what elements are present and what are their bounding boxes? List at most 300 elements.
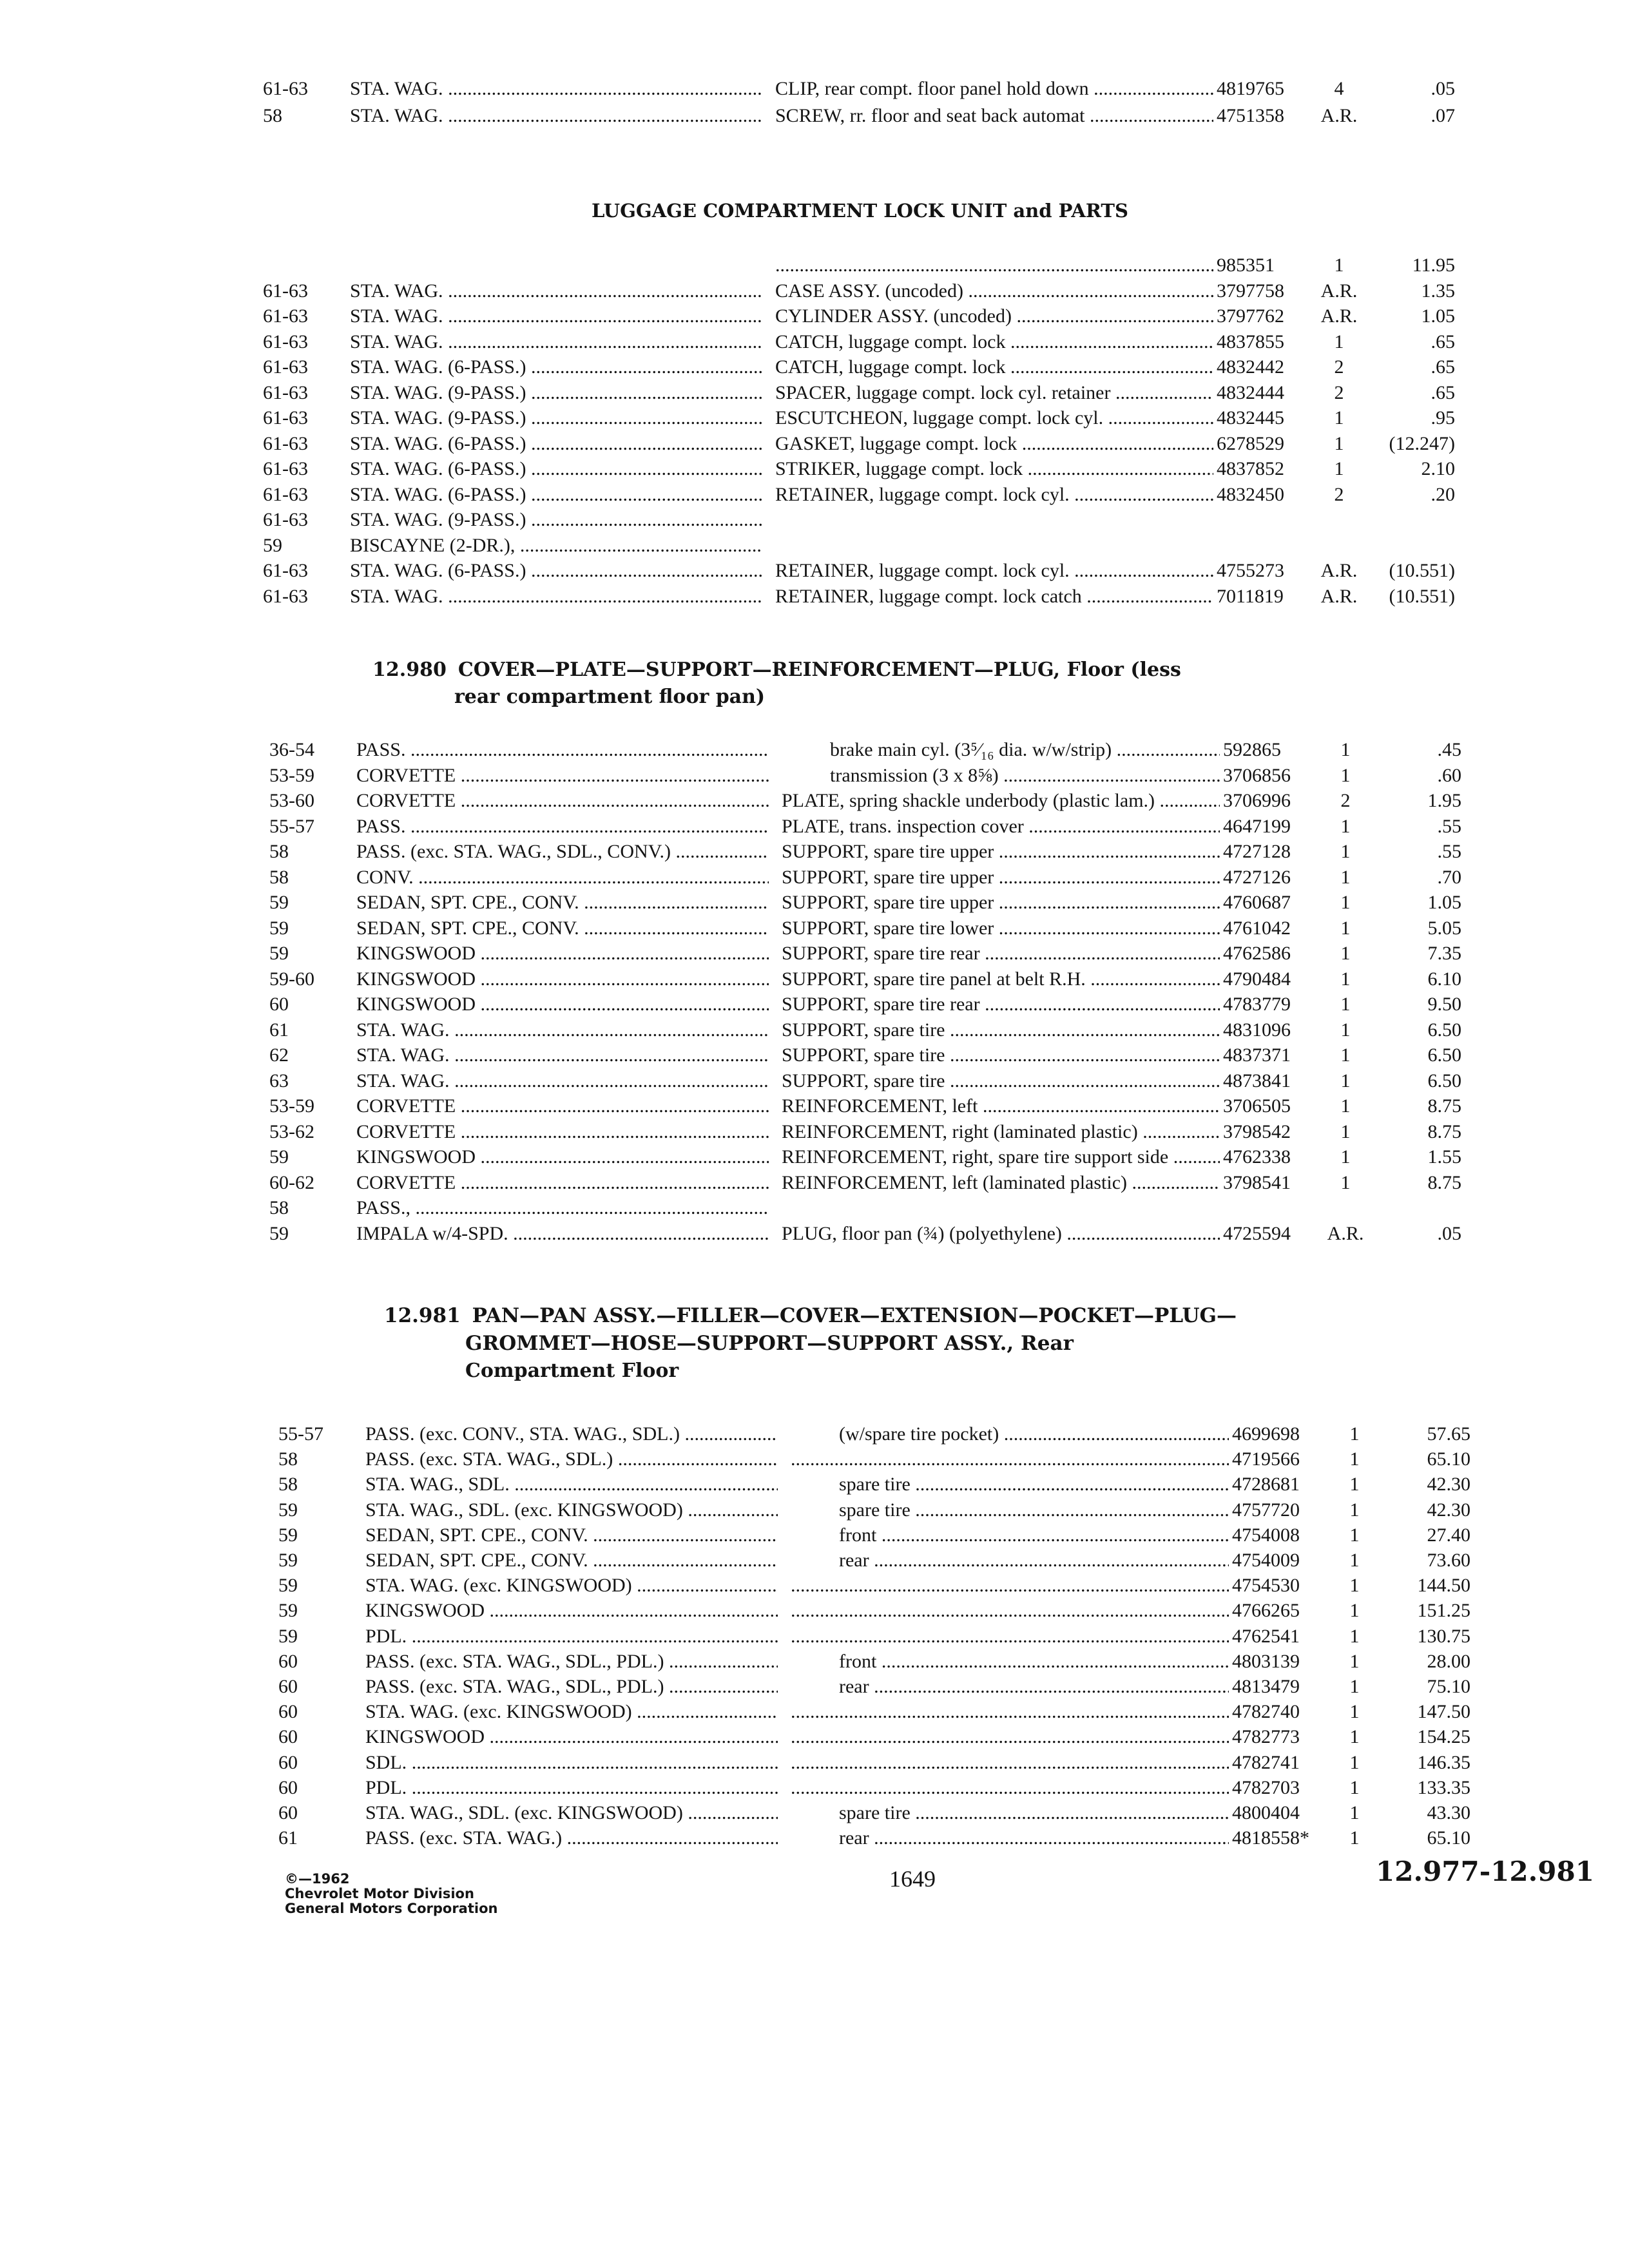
table-row: [263, 278, 1461, 304]
price: 6.50: [1427, 1044, 1461, 1066]
model-name: CORVETTE .....: [356, 788, 769, 814]
price: .07: [1431, 105, 1455, 126]
part-description: CLIP, rear compt. floor panel hold down .....: [775, 76, 1213, 102]
part-number: 4755273: [1217, 560, 1284, 581]
model-name: KINGSWOOD .....: [365, 1724, 778, 1750]
table-row: [263, 103, 1461, 129]
model-years: 61: [269, 1019, 289, 1041]
model-years: 63: [269, 1070, 289, 1091]
model-years: 62: [269, 1044, 289, 1066]
table-row: [263, 558, 1461, 584]
quantity: 1: [1340, 866, 1351, 888]
part-number: 4818558*: [1232, 1827, 1309, 1849]
model-years: 61: [278, 1827, 298, 1849]
quantity: 1: [1340, 968, 1351, 990]
table-row: [269, 1195, 1468, 1221]
model-years: 60: [269, 994, 289, 1015]
model-years: 60: [278, 1776, 298, 1798]
price: 6.50: [1427, 1070, 1461, 1091]
quantity: 1: [1340, 994, 1351, 1015]
model-years: 61-63: [263, 483, 308, 505]
model-years: 58: [263, 105, 282, 126]
part-description: SUPPORT, spare tire .....: [782, 1017, 1220, 1043]
model-name: STA. WAG., SDL. (exc. KINGSWOOD) .....: [365, 1497, 778, 1523]
part-description: SPACER, luggage compt. lock cyl. retainer .....: [775, 380, 1213, 406]
model-years: 59: [269, 943, 289, 964]
table-row: [278, 1497, 1477, 1523]
table-row: [269, 865, 1468, 890]
model-name: STA. WAG. (6-PASS.) .....: [350, 558, 762, 584]
model-name: SDL. .....: [365, 1750, 778, 1776]
table-row: [278, 1750, 1477, 1776]
quantity: 2: [1340, 790, 1351, 811]
table-row: [269, 992, 1468, 1017]
part-description: STRIKER, luggage compt. lock .....: [775, 456, 1213, 482]
table-row: [278, 1421, 1477, 1447]
table-row: [278, 1548, 1477, 1573]
section-12981-number: 12.981: [384, 1304, 461, 1327]
part-description: brake main cyl. (3⁵⁄₁₆ dia. w/w/strip) .....: [782, 737, 1220, 763]
model-name: STA. WAG. .....: [350, 303, 762, 329]
model-years: 58: [278, 1474, 298, 1495]
price: .45: [1437, 739, 1461, 760]
part-number: 4761042: [1223, 917, 1291, 939]
model-name: PDL. .....: [365, 1624, 778, 1649]
quantity: 1: [1334, 255, 1344, 276]
part-description: REINFORCEMENT, right, spare tire support side .....: [782, 1144, 1220, 1170]
part-description: [791, 1573, 1229, 1599]
price: 42.30: [1427, 1474, 1470, 1495]
table-row: [263, 380, 1461, 406]
model-name: STA. WAG. (6-PASS.) .....: [350, 456, 762, 482]
price: 11.95: [1412, 255, 1455, 276]
model-years: 61-63: [263, 407, 308, 428]
section-12981-title-line2: GROMMET—HOSE—SUPPORT—SUPPORT ASSY., Rear: [465, 1332, 1074, 1355]
part-description: PLATE, spring shackle underbody (plastic lam.) .....: [782, 788, 1220, 814]
model-years: 60: [278, 1726, 298, 1748]
model-years: 55-57: [269, 815, 314, 837]
price: 9.50: [1427, 994, 1461, 1015]
section-12980-title-line1: COVER—PLATE—SUPPORT—REINFORCEMENT—PLUG, Floor (less: [458, 658, 1181, 681]
part-description: spare tire .....: [791, 1497, 1229, 1523]
model-name: SEDAN, SPT. CPE., CONV. .....: [356, 916, 769, 941]
part-description: [791, 1446, 1229, 1472]
table-row: [278, 1699, 1477, 1725]
part-number: 4728681: [1232, 1474, 1300, 1495]
model-years: 59: [269, 917, 289, 939]
model-name: STA. WAG. (exc. KINGSWOOD) .....: [365, 1699, 778, 1725]
model-years: 61-63: [263, 560, 308, 581]
model-years: 61-63: [263, 432, 308, 454]
quantity: 1: [1340, 764, 1351, 786]
part-number: 4699698: [1232, 1423, 1300, 1445]
model-years: 58: [269, 1197, 289, 1218]
quantity: A.R.: [1320, 305, 1358, 327]
quantity: 1: [1349, 1650, 1360, 1672]
price: 151.25: [1417, 1600, 1470, 1622]
part-number: 4819765: [1217, 78, 1284, 99]
part-description: GASKET, luggage compt. lock .....: [775, 431, 1213, 457]
model-name: PASS. (exc. STA. WAG., SDL.) .....: [365, 1446, 778, 1472]
part-number: 4837371: [1223, 1044, 1291, 1066]
table-row: [278, 1724, 1477, 1750]
model-name: STA. WAG. (6-PASS.) .....: [350, 354, 762, 380]
model-years: 59: [278, 1524, 298, 1546]
model-years: 58: [269, 866, 289, 888]
part-number: 4754530: [1232, 1575, 1300, 1597]
price: 146.35: [1417, 1751, 1470, 1773]
part-description: SUPPORT, spare tire .....: [782, 1068, 1220, 1094]
model-years: 59: [278, 1499, 298, 1521]
price: .70: [1437, 866, 1461, 888]
model-name: CORVETTE .....: [356, 1093, 769, 1119]
model-name: SEDAN, SPT. CPE., CONV. .....: [356, 890, 769, 916]
model-years: 59: [269, 1222, 289, 1244]
part-description: SCREW, rr. floor and seat back automat .....: [775, 103, 1213, 129]
model-years: 53-60: [269, 790, 314, 811]
price: 65.10: [1427, 1827, 1470, 1849]
quantity: 1: [1340, 815, 1351, 837]
price: (12.247): [1389, 432, 1455, 454]
part-number: 4832444: [1217, 381, 1284, 403]
model-years: 61-63: [263, 78, 308, 99]
model-years: 61-63: [263, 280, 308, 302]
model-name: STA. WAG. (6-PASS.) .....: [350, 482, 762, 508]
model-name: STA. WAG. (9-PASS.) .....: [350, 380, 762, 406]
model-name: STA. WAG. .....: [356, 1017, 769, 1043]
part-description: spare tire .....: [791, 1472, 1229, 1497]
table-row: [269, 1119, 1468, 1145]
model-years: 53-59: [269, 764, 314, 786]
part-number: 4762541: [1232, 1625, 1300, 1647]
section-12980-number: 12.980: [372, 658, 447, 681]
part-number: 3706996: [1223, 790, 1291, 811]
price: 133.35: [1417, 1776, 1470, 1798]
table-row: [263, 533, 1461, 559]
quantity: 1: [1340, 1120, 1351, 1142]
model-name: PASS., .....: [356, 1195, 769, 1221]
part-number: 4782773: [1232, 1726, 1300, 1748]
quantity: 1: [1349, 1751, 1360, 1773]
part-description: SUPPORT, spare tire rear .....: [782, 992, 1220, 1017]
part-number: 6278529: [1217, 432, 1284, 454]
quantity: 1: [1340, 1095, 1351, 1117]
model-name: PASS. (exc. STA. WAG., SDL., PDL.) .....: [365, 1674, 778, 1700]
quantity: A.R.: [1320, 280, 1358, 302]
table-row: [269, 839, 1468, 865]
quantity: 1: [1340, 1146, 1351, 1168]
part-number: 4754009: [1232, 1550, 1300, 1571]
model-name: CONV. .....: [356, 865, 769, 890]
model-name: STA. WAG. .....: [350, 584, 762, 610]
quantity: 1: [1349, 1423, 1360, 1445]
quantity: 1: [1349, 1776, 1360, 1798]
model-name: STA. WAG. (6-PASS.) .....: [350, 431, 762, 457]
part-number: 4757720: [1232, 1499, 1300, 1521]
quantity: 2: [1334, 356, 1344, 378]
part-description: SUPPORT, spare tire upper .....: [782, 839, 1220, 865]
model-years: 59: [269, 892, 289, 913]
price: 42.30: [1427, 1499, 1470, 1521]
model-name: STA. WAG., SDL. .....: [365, 1472, 778, 1497]
table-row: [269, 890, 1468, 916]
model-years: 59: [278, 1550, 298, 1571]
price: 8.75: [1427, 1171, 1461, 1193]
model-name: STA. WAG. .....: [356, 1068, 769, 1094]
quantity: 1: [1334, 432, 1344, 454]
price: 75.10: [1427, 1676, 1470, 1697]
part-description: SUPPORT, spare tire lower .....: [782, 916, 1220, 941]
quantity: 4: [1334, 78, 1344, 99]
price: 1.05: [1421, 305, 1455, 327]
table-row: [269, 1170, 1468, 1196]
luggage-section-title: LUGGAGE COMPARTMENT LOCK UNIT and PARTS: [592, 200, 1128, 222]
quantity: 1: [1349, 1550, 1360, 1571]
section-12980-title-line2: rear compartment floor pan): [454, 686, 766, 708]
part-description: [791, 1624, 1229, 1649]
price: 5.05: [1427, 917, 1461, 939]
model-years: 53-59: [269, 1095, 314, 1117]
price: 57.65: [1427, 1423, 1470, 1445]
quantity: 1: [1340, 1171, 1351, 1193]
part-number: 985351: [1217, 255, 1275, 276]
model-name: STA. WAG. .....: [350, 329, 762, 355]
quantity: A.R.: [1320, 105, 1358, 126]
price: 27.40: [1427, 1524, 1470, 1546]
part-number: 4762586: [1223, 943, 1291, 964]
model-name: STA. WAG. .....: [356, 1043, 769, 1068]
part-description: [791, 1750, 1229, 1776]
quantity: 1: [1340, 841, 1351, 862]
part-number: 4813479: [1232, 1676, 1300, 1697]
corporation-line: General Motors Corporation: [285, 1901, 498, 1916]
model-name: KINGSWOOD .....: [356, 992, 769, 1017]
model-years: 61-63: [263, 356, 308, 378]
quantity: 1: [1340, 739, 1351, 760]
quantity: 1: [1334, 458, 1344, 479]
part-number: 3797762: [1217, 305, 1284, 327]
part-description: SUPPORT, spare tire .....: [782, 1043, 1220, 1068]
table-row: [269, 966, 1468, 992]
quantity: 1: [1334, 331, 1344, 352]
model-name: PASS. .....: [356, 814, 769, 840]
quantity: 1: [1349, 1726, 1360, 1748]
model-name: PASS. (exc. STA. WAG., SDL., CONV.) .....: [356, 839, 769, 865]
quantity: 1: [1349, 1676, 1360, 1697]
part-number: 4727128: [1223, 841, 1291, 862]
price: 147.50: [1417, 1701, 1470, 1723]
model-name: STA. WAG. .....: [350, 76, 762, 102]
model-years: 61-63: [263, 509, 308, 530]
part-number: 4725594: [1223, 1222, 1291, 1244]
part-description: [791, 1775, 1229, 1801]
model-years: 61-63: [263, 305, 308, 327]
price: .20: [1431, 483, 1455, 505]
model-name: CORVETTE .....: [356, 1119, 769, 1145]
price: 130.75: [1417, 1625, 1470, 1647]
part-number: 4803139: [1232, 1650, 1300, 1672]
table-row: [269, 1068, 1468, 1094]
quantity: 1: [1340, 1070, 1351, 1091]
model-name: CORVETTE .....: [356, 1170, 769, 1196]
model-years: 59: [269, 1146, 289, 1168]
quantity: 1: [1340, 1044, 1351, 1066]
part-number: 4647199: [1223, 815, 1291, 837]
table-row: [263, 405, 1461, 431]
price: 65.10: [1427, 1448, 1470, 1470]
model-name: KINGSWOOD .....: [356, 1144, 769, 1170]
model-name: STA. WAG. .....: [350, 278, 762, 304]
table-row: [263, 253, 1461, 278]
part-description: REINFORCEMENT, left (laminated plastic) .....: [782, 1170, 1220, 1196]
price: 7.35: [1427, 943, 1461, 964]
table-row: [278, 1446, 1477, 1472]
model-name: STA. WAG. (9-PASS.) .....: [350, 405, 762, 431]
quantity: 1: [1349, 1600, 1360, 1622]
price: 1.95: [1427, 790, 1461, 811]
price: 1.05: [1427, 892, 1461, 913]
model-name: PASS. .....: [356, 737, 769, 763]
table-row: [278, 1472, 1477, 1497]
part-description: rear .....: [791, 1548, 1229, 1573]
model-years: 36-54: [269, 739, 314, 760]
page-number: 1649: [889, 1866, 936, 1892]
section-range: 12.977-12.981: [1376, 1856, 1594, 1887]
model-name: KINGSWOOD .....: [356, 941, 769, 966]
part-number: 4832450: [1217, 483, 1284, 505]
price: (10.551): [1389, 585, 1455, 607]
quantity: 1: [1349, 1701, 1360, 1723]
model-years: 61-63: [263, 381, 308, 403]
part-number: 4762338: [1223, 1146, 1291, 1168]
part-description: SUPPORT, spare tire rear .....: [782, 941, 1220, 966]
quantity: 1: [1349, 1827, 1360, 1849]
table-row: [278, 1825, 1477, 1851]
table-row: [263, 329, 1461, 355]
part-description: [791, 1699, 1229, 1725]
part-number: 4783779: [1223, 994, 1291, 1015]
price: .95: [1431, 407, 1455, 428]
quantity: 1: [1340, 943, 1351, 964]
part-description: spare tire .....: [791, 1800, 1229, 1826]
price: 73.60: [1427, 1550, 1470, 1571]
price: .65: [1431, 381, 1455, 403]
part-description: SUPPORT, spare tire panel at belt R.H. .....: [782, 966, 1220, 992]
table-row: [269, 1144, 1468, 1170]
part-number: 4831096: [1223, 1019, 1291, 1041]
price: .05: [1431, 78, 1455, 99]
model-years: 61-63: [263, 458, 308, 479]
price: 28.00: [1427, 1650, 1470, 1672]
table-row: [269, 814, 1468, 840]
price: .60: [1437, 764, 1461, 786]
quantity: A.R.: [1320, 585, 1358, 607]
part-description: (w/spare tire pocket) .....: [791, 1421, 1229, 1447]
price: 1.35: [1421, 280, 1455, 302]
model-years: 60-62: [269, 1171, 314, 1193]
part-number: 4782740: [1232, 1701, 1300, 1723]
model-years: 55-57: [278, 1423, 323, 1445]
part-number: 3706505: [1223, 1095, 1291, 1117]
part-number: 4760687: [1223, 892, 1291, 913]
price: 8.75: [1427, 1095, 1461, 1117]
part-description: front .....: [791, 1649, 1229, 1675]
table-row: [269, 737, 1468, 763]
part-description: CATCH, luggage compt. lock .....: [775, 329, 1213, 355]
part-description: REINFORCEMENT, left .....: [782, 1093, 1220, 1119]
price: .55: [1437, 815, 1461, 837]
model-name: SEDAN, SPT. CPE., CONV. .....: [365, 1523, 778, 1548]
table-row: [278, 1624, 1477, 1649]
model-years: 58: [278, 1448, 298, 1470]
model-name: PASS. (exc. STA. WAG., SDL., PDL.) .....: [365, 1649, 778, 1675]
quantity: 1: [1349, 1474, 1360, 1495]
model-name: STA. WAG. (9-PASS.) .....: [350, 507, 762, 533]
publisher-block: [285, 1872, 497, 1916]
price: .65: [1431, 331, 1455, 352]
table-row: [278, 1775, 1477, 1801]
part-description: ESCUTCHEON, luggage compt. lock cyl. .....: [775, 405, 1213, 431]
part-number: 4837855: [1217, 331, 1284, 352]
quantity: 1: [1340, 1019, 1351, 1041]
table-row: [278, 1573, 1477, 1599]
table-row: [269, 1221, 1468, 1247]
table-row: [269, 788, 1468, 814]
price: .05: [1437, 1222, 1461, 1244]
model-years: 60: [278, 1650, 298, 1672]
model-years: 60: [278, 1751, 298, 1773]
table-row: [269, 941, 1468, 966]
section-12981-title-line1: PAN—PAN ASSY.—FILLER—COVER—EXTENSION—POCKET—PLUG—: [472, 1304, 1237, 1327]
table-row: [278, 1523, 1477, 1548]
section-12981-title-line3: Compartment Floor: [465, 1360, 679, 1382]
part-number: 3798542: [1223, 1120, 1291, 1142]
model-years: 59: [278, 1625, 298, 1647]
table-row: [263, 584, 1461, 610]
quantity: A.R.: [1320, 560, 1358, 581]
quantity: 1: [1349, 1524, 1360, 1546]
price: .65: [1431, 356, 1455, 378]
price: (10.551): [1389, 560, 1455, 581]
table-row: [278, 1800, 1477, 1826]
part-description: REINFORCEMENT, right (laminated plastic) .....: [782, 1119, 1220, 1145]
part-description: PLATE, trans. inspection cover .....: [782, 814, 1220, 840]
part-description: RETAINER, luggage compt. lock cyl. .....: [775, 482, 1213, 508]
part-number: 4832442: [1217, 356, 1284, 378]
quantity: 1: [1349, 1499, 1360, 1521]
table-row: [269, 763, 1468, 789]
table-row: [269, 1017, 1468, 1043]
part-description: RETAINER, luggage compt. lock catch .....: [775, 584, 1213, 610]
quantity: 1: [1349, 1448, 1360, 1470]
part-number: 4751358: [1217, 105, 1284, 126]
section-12981-heading: [384, 1302, 1237, 1330]
part-number: 4782741: [1232, 1751, 1300, 1773]
model-years: 59: [278, 1600, 298, 1622]
model-years: 60: [278, 1676, 298, 1697]
quantity: 2: [1334, 483, 1344, 505]
model-name: STA. WAG. .....: [350, 103, 762, 129]
model-years: 59: [263, 534, 282, 556]
part-number: 3798541: [1223, 1171, 1291, 1193]
model-years: 60: [278, 1701, 298, 1723]
table-row: [269, 1043, 1468, 1068]
price: 154.25: [1417, 1726, 1470, 1748]
model-years: 61-63: [263, 331, 308, 352]
part-description: SUPPORT, spare tire upper .....: [782, 890, 1220, 916]
table-row: [269, 916, 1468, 941]
model-years: 59-60: [269, 968, 314, 990]
